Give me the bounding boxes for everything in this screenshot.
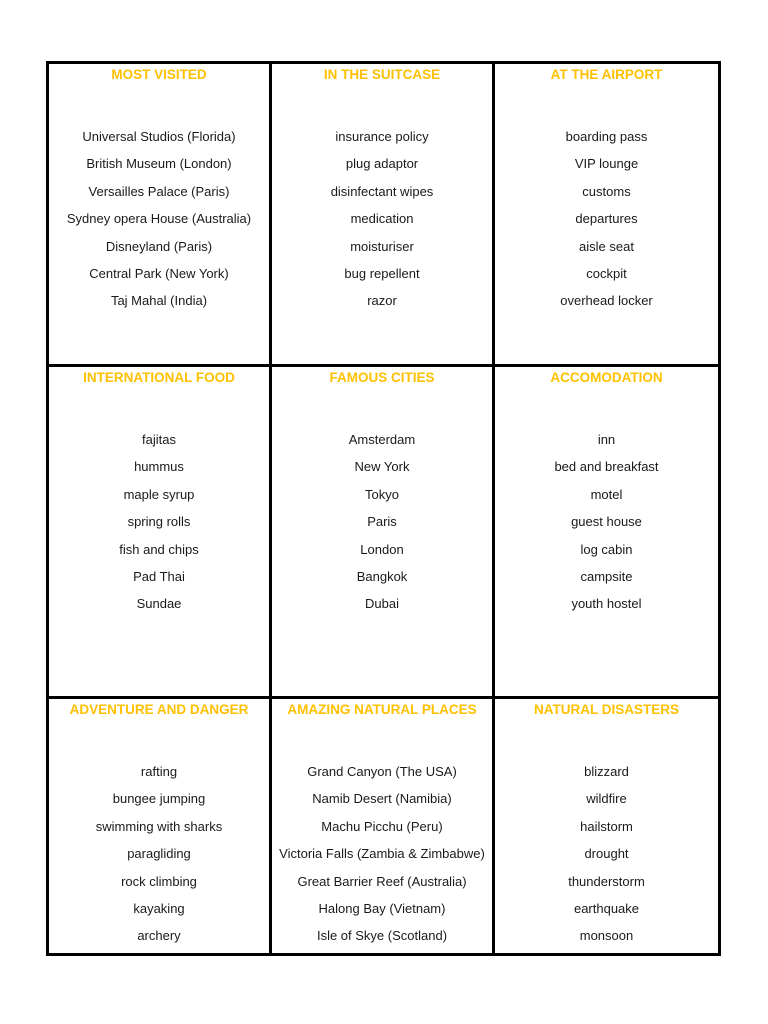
card-item: Bangkok — [356, 569, 408, 585]
card-item: departures — [575, 211, 638, 227]
card-item: rock climbing — [121, 873, 197, 889]
card-item: youth hostel — [571, 596, 642, 612]
card-item: medication — [350, 211, 414, 227]
card-item: blizzard — [584, 764, 629, 779]
card-item-list — [49, 123, 269, 315]
card-in-the-suitcase — [272, 64, 495, 367]
card-item-list — [49, 426, 269, 618]
card-famous-cities — [272, 367, 495, 699]
card-item: Dubai — [365, 596, 399, 612]
card-item: thunderstorm — [568, 873, 645, 889]
card-item: Namib Desert (Namibia) — [312, 791, 452, 807]
card-item: disinfectant wipes — [330, 183, 434, 199]
card-item: British Museum (London) — [86, 156, 232, 172]
card-item: maple syrup — [123, 486, 195, 502]
vocabulary-card-grid — [46, 61, 721, 956]
card-item: customs — [582, 183, 631, 199]
card-item: inn — [597, 432, 616, 447]
card-item: Paris — [367, 514, 397, 530]
card-item-list — [495, 123, 718, 315]
card-item: campsite — [580, 569, 633, 585]
card-item: Tokyo — [365, 486, 399, 502]
card-item: Central Park (New York) — [89, 266, 229, 282]
card-item: drought — [584, 846, 629, 862]
card-title: IN THE SUITCASE — [323, 67, 441, 82]
card-accomodation — [495, 367, 718, 699]
card-title: INTERNATIONAL FOOD — [83, 370, 235, 385]
card-item: fish and chips — [119, 541, 199, 557]
card-item: cockpit — [586, 266, 627, 282]
card-item: motel — [590, 486, 623, 502]
card-item-list — [495, 426, 718, 618]
card-item: plug adaptor — [345, 156, 419, 172]
card-item: monsoon — [579, 928, 634, 944]
card-item: moisturiser — [350, 238, 414, 254]
card-item: earthquake — [573, 901, 640, 917]
card-title: ADVENTURE AND DANGER — [69, 702, 249, 717]
card-item: archery — [137, 928, 181, 944]
card-item: swimming with sharks — [95, 818, 223, 834]
card-amazing-natural-places — [272, 699, 495, 953]
card-item: razor — [367, 293, 397, 309]
card-title: ACCOMODATION — [550, 370, 663, 385]
card-item: Isle of Skye (Scotland) — [316, 928, 448, 944]
card-adventure-and-danger — [49, 699, 272, 953]
card-item: hailstorm — [580, 818, 633, 834]
card-item: Sydney opera House (Australia) — [66, 211, 252, 227]
card-item: paragliding — [127, 846, 191, 862]
card-item: Pad Thai — [133, 569, 185, 585]
card-item: Versailles Palace (Paris) — [88, 183, 230, 199]
card-item: boarding pass — [565, 129, 648, 144]
card-item: Machu Picchu (Peru) — [321, 818, 443, 834]
card-item: London — [360, 541, 404, 557]
card-item: insurance policy — [335, 129, 429, 144]
card-most-visited — [49, 64, 272, 367]
card-title: NATURAL DISASTERS — [533, 702, 679, 717]
card-item-list — [49, 758, 269, 950]
card-item-list — [495, 758, 718, 950]
card-item: Halong Bay (Vietnam) — [318, 901, 446, 917]
card-item: aisle seat — [579, 238, 634, 254]
card-item: overhead locker — [560, 293, 653, 309]
card-item: Victoria Falls (Zambia & Zimbabwe) — [279, 846, 485, 862]
card-item: Grand Canyon (The USA) — [307, 764, 457, 779]
card-item: kayaking — [133, 901, 185, 917]
card-item: spring rolls — [127, 514, 191, 530]
card-item-list — [272, 758, 492, 950]
card-item: Sundae — [136, 596, 182, 612]
card-item: wildfire — [586, 791, 627, 807]
card-item: log cabin — [580, 541, 633, 557]
card-international-food — [49, 367, 272, 699]
card-item: Universal Studios (Florida) — [82, 129, 236, 144]
card-item: guest house — [571, 514, 642, 530]
card-item: bug repellent — [344, 266, 420, 282]
card-item: New York — [354, 459, 410, 475]
card-item: VIP lounge — [574, 156, 639, 172]
card-item: Disneyland (Paris) — [105, 238, 213, 254]
card-title: AT THE AIRPORT — [550, 67, 663, 82]
card-item-list — [272, 123, 492, 315]
card-item: rafting — [140, 764, 178, 779]
card-item: Great Barrier Reef (Australia) — [297, 873, 467, 889]
card-item: bungee jumping — [112, 791, 206, 807]
card-title: MOST VISITED — [111, 67, 207, 82]
card-natural-disasters — [495, 699, 718, 953]
card-item: bed and breakfast — [554, 459, 659, 475]
card-title: FAMOUS CITIES — [329, 370, 435, 385]
card-title: AMAZING NATURAL PLACES — [287, 702, 477, 717]
card-item-list — [272, 426, 492, 618]
card-item: Amsterdam — [348, 432, 416, 447]
card-at-the-airport — [495, 64, 718, 367]
card-item: fajitas — [142, 432, 176, 447]
card-item: Taj Mahal (India) — [110, 293, 208, 309]
card-item: hummus — [134, 459, 184, 475]
